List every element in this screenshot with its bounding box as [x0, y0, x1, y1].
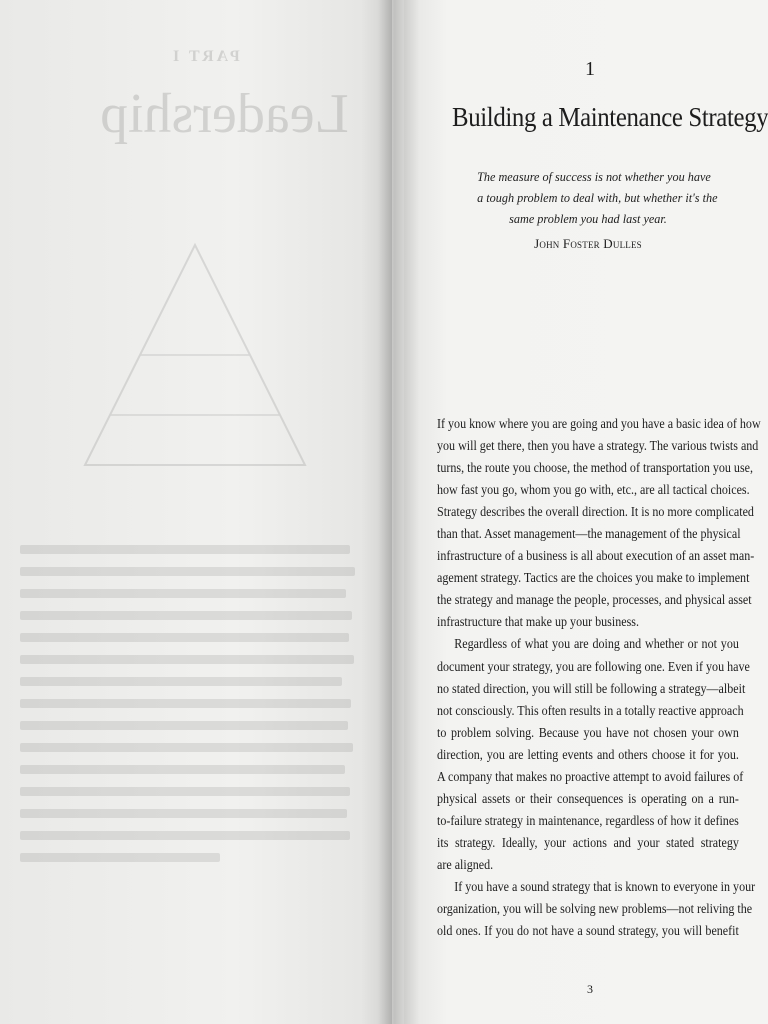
chapter-number: 1	[585, 58, 595, 80]
pyramid-diagram-bleedthrough	[70, 235, 320, 475]
body-line: to problem solving. Because you have not chosen your own	[437, 725, 739, 741]
part-title-bleedthrough: Leadership	[100, 83, 349, 145]
body-line: not consciously. This often results in a totally reactive approach	[437, 703, 744, 719]
body-line: old ones. If you do not have a sound strategy, you will benefit	[437, 924, 739, 940]
epigraph-attribution	[470, 236, 706, 252]
body-line: direction, you are letting events and others choose it for you.	[437, 747, 739, 763]
book-gutter	[378, 0, 420, 1024]
body-line: Regardless of what you are doing and whether or not you	[454, 637, 739, 653]
epigraph-author: John Foster Dulles	[534, 236, 642, 251]
body-line: are aligned.	[437, 857, 494, 873]
body-line: A company that makes no proactive attempt to avoid failures of	[437, 769, 744, 785]
body-line: than that. Asset management—the management of the physical	[437, 527, 741, 543]
body-line: you will get there, then you have a strategy. The various twists and	[437, 439, 759, 455]
part-label-bleedthrough: PART I	[170, 48, 240, 65]
body-line: If you have a sound strategy that is known to everyone in your	[454, 879, 756, 895]
body-line: no stated direction, you will still be following a strategy—albeit	[437, 681, 746, 697]
body-line: If you know where you are going and you have a basic idea of how	[437, 417, 761, 432]
body-line: to-failure strategy in maintenance, regardless of how it defines	[437, 813, 739, 829]
body-line: how fast you go, whom you go with, etc., are all tactical choices.	[437, 483, 750, 499]
epigraph-line: same problem you had last year.	[509, 211, 667, 226]
epigraph-line: The measure of success is not whether you have	[477, 169, 711, 184]
text-bleedthrough	[20, 545, 360, 875]
chapter-title: Building a Maintenance Strategy	[452, 102, 768, 132]
body-line: organization, you will be solving new problems—not reliving the	[437, 902, 753, 918]
epigraph	[477, 166, 718, 229]
epigraph-line: a tough problem to deal with, but whether it's the	[477, 190, 718, 205]
body-text	[437, 414, 761, 943]
body-line: agement strategy. Tactics are the choices you make to implement	[437, 571, 750, 587]
body-line: infrastructure that make up your business.	[437, 615, 639, 631]
body-line: turns, the route you choose, the method of transportation you use,	[437, 461, 753, 477]
body-line: infrastructure of a business is all about execution of an asset man-	[437, 549, 755, 565]
body-line: document your strategy, you are following one. Even if you have	[437, 659, 750, 675]
body-line: its strategy. Ideally, your actions and your stated strategy	[437, 835, 739, 851]
body-line: the strategy and manage the people, processes, and physical asset	[437, 593, 752, 609]
body-line: Strategy describes the overall direction. It is no more complicated	[437, 505, 754, 521]
body-line: physical assets or their consequences is operating on a run-	[437, 791, 739, 807]
page-number: 3	[587, 982, 593, 996]
